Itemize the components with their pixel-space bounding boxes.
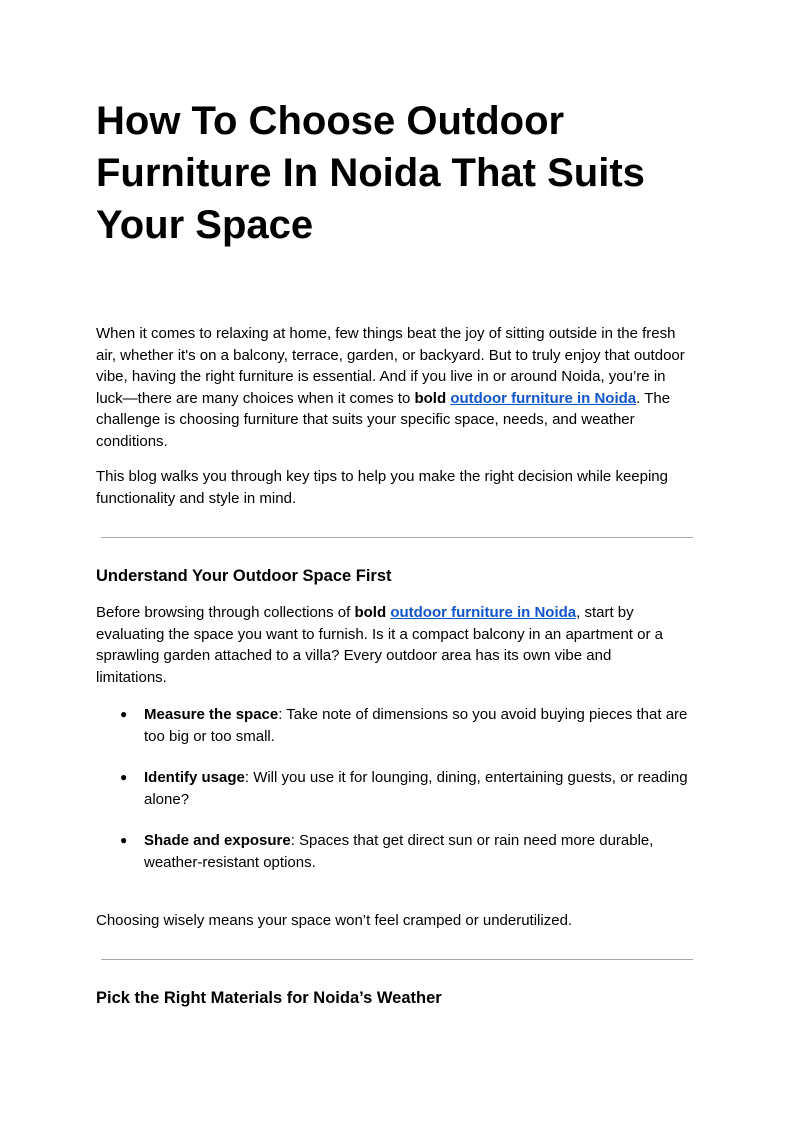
list-item-bold: Identify usage <box>144 769 245 786</box>
intro-paragraph <box>96 323 686 452</box>
section-closing-paragraph: Choosing wisely means your space won’t feel cramped or underutilized. <box>96 912 573 929</box>
section-heading-space: Understand Your Outdoor Space First <box>96 567 392 585</box>
tips-list <box>96 704 698 893</box>
section-heading-materials: Pick the Right Materials for Noida’s Weather <box>96 989 442 1007</box>
section-outdoor-furniture-link[interactable]: outdoor furniture in Noida <box>390 604 577 621</box>
intro-text-before: When it comes to relaxing at home, few things beat the joy of sitting outside in the fresh air, whether it's on a balcony, terrace, garden, or backyard. But to truly enjoy that outdoor vibe, having the right furniture is essential. And if you live in or around Noida, you’re in luck—there are many choices when it comes to <box>96 325 685 407</box>
list-item <box>96 704 698 747</box>
intro-text-after: . The challenge is choosing furniture that suits your specific space, needs, and weather conditions. <box>96 389 671 450</box>
section-text-before: Before browsing through collections of <box>96 604 355 621</box>
bullet-dot-icon: ● <box>120 833 128 847</box>
list-item-text: : Will you use it for lounging, dining, entertaining guests, or reading alone? <box>144 769 688 808</box>
section-text-after: , start by evaluating the space you want to furnish. Is it a compact balcony in an apartment or a sprawling garden attached to a villa? Every outdoor area has its own vibe and limitations. <box>96 604 663 686</box>
horizontal-divider <box>101 959 693 960</box>
bullet-dot-icon: ● <box>120 707 128 721</box>
list-item <box>96 767 698 810</box>
section-paragraph <box>96 602 686 688</box>
bullet-dot-icon: ● <box>120 770 128 784</box>
horizontal-divider <box>101 537 693 538</box>
list-item-text: : Spaces that get direct sun or rain need more durable, weather-resistant options. <box>144 832 654 871</box>
list-item-bold: Shade and exposure <box>144 832 291 849</box>
intro-paragraph-2: This blog walks you through key tips to help you make the right decision while keeping functionality and style in mind. <box>96 468 668 507</box>
list-item <box>96 830 698 873</box>
intro-bold-word: bold <box>414 389 447 407</box>
list-item-bold: Measure the space <box>144 706 279 723</box>
list-item-text: : Take note of dimensions so you avoid buying pieces that are too big or too small. <box>144 706 688 745</box>
intro-outdoor-furniture-link[interactable]: outdoor furniture in Noida <box>450 389 637 407</box>
section-bold-word: bold <box>354 604 387 621</box>
page-title: How To Choose Outdoor Furniture In Noida That Suits Your Space <box>96 99 645 247</box>
